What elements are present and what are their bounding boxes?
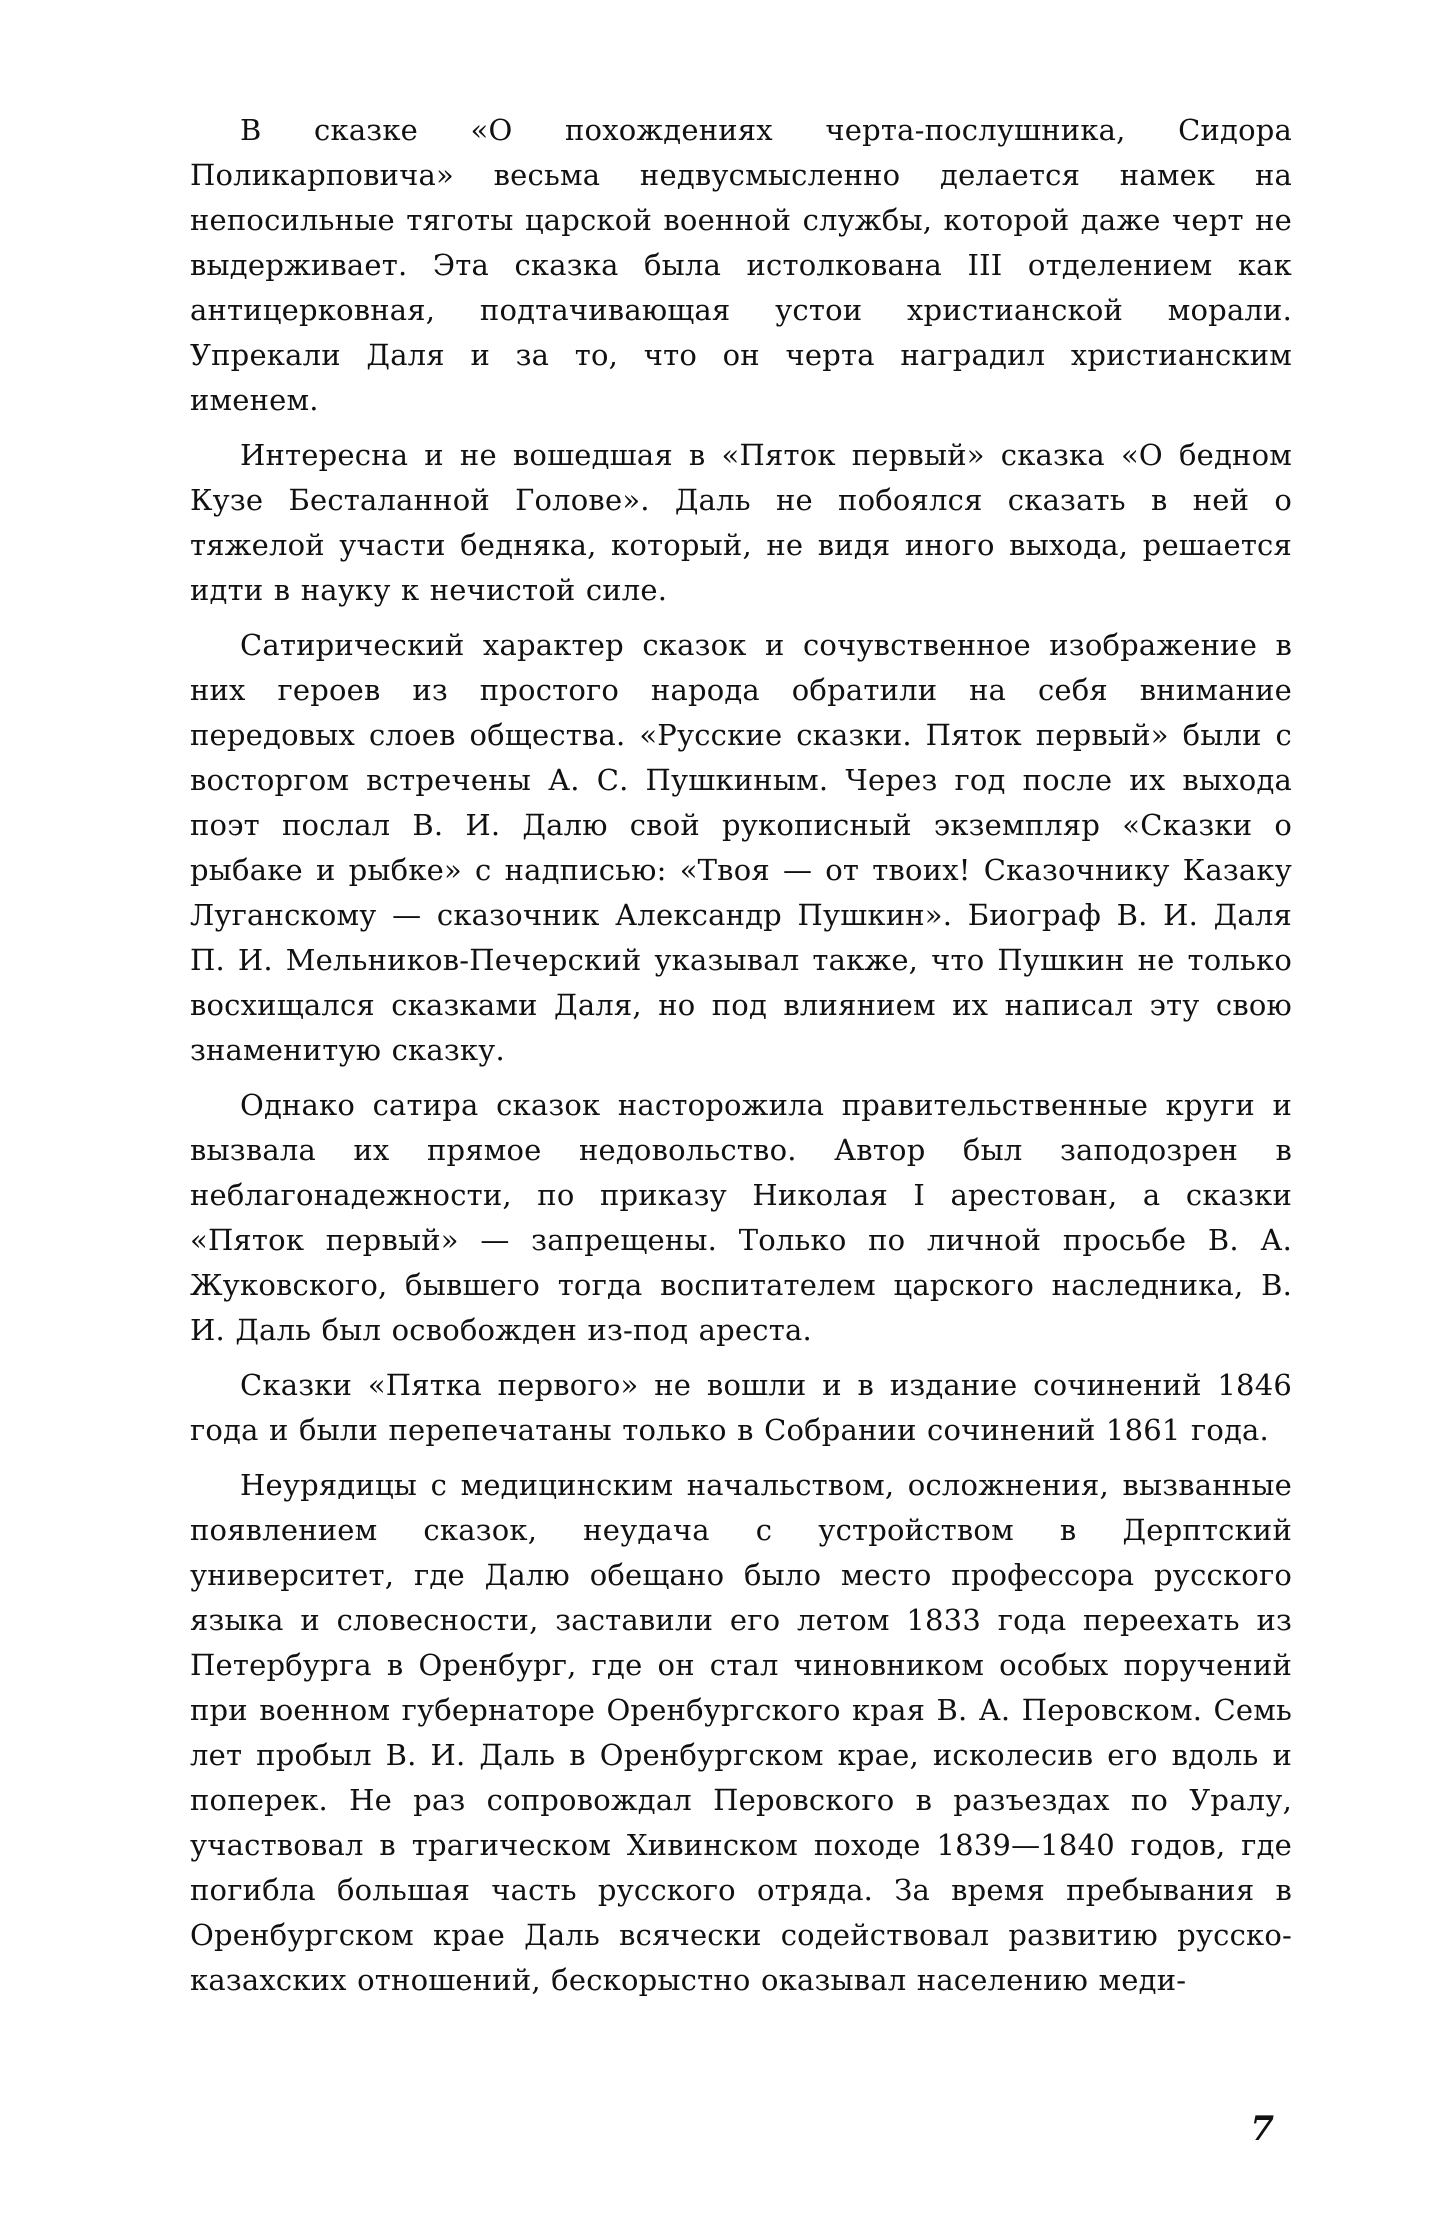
paragraph-3: Сатирический характер сказок и сочувственное изображение в них героев из простого народа обратили на себя внимание передовых слоев общества. «Русские сказки. Пяток первый» были с восторгом встречены А. С. Пушкиным. Через год после их выхода поэт послал В. И. Далю свой рукописный экземпляр «Сказки о рыбаке и рыбке» с надписью: «Твоя — от твоих! Сказочнику Казаку Луганскому — сказочник Александр Пушкин». Биограф В. И. Даля П. И. Мельников-Печерский указывал также, что Пушкин не только восхищался сказками Даля, но под влиянием их написал эту свою знаменитую сказку. <box>190 628 1292 1067</box>
paragraph-1: В сказке «О похождениях черта-послушника, Сидора Поликарповича» весьма недвусмысленно делается намек на непосильные тяготы царской военной службы, которой даже черт не выдерживает. Эта сказка была истолкована III отделением как антицерковная, подтачивающая устои христианской морали. Упрекали Даля и за то, что он черта наградил христианским именем. <box>190 113 1292 417</box>
paragraph-6: Неурядицы с медицинским начальством, осложнения, вызванные появлением сказок, неудача с устройством в Дерптский университет, где Далю обещано было место профессора русского языка и словесности, заставили его летом 1833 года переехать из Петербурга в Оренбург, где он стал чиновником особых поручений при военном губернаторе Оренбургского края В. А. Перовском. Семь лет пробыл В. И. Даль в Оренбургском крае, исколесив его вдоль и поперек. Не раз сопровождал Перовского в разъездах по Уралу, участвовал в трагическом Хивинском походе 1839—1840 годов, где погибла большая часть русского отряда. За время пребывания в Оренбургском крае Даль всячески содействовал развитию русско-казахских отношений, бескорыстно оказывал населению меди- <box>190 1468 1292 1997</box>
paragraph-5: Сказки «Пятка первого» не вошли и в издание сочинений 1846 года и были перепечатаны только в Собрании сочинений 1861 года. <box>190 1368 1292 1447</box>
page-number: 7 <box>1250 2109 1274 2149</box>
paragraph-4: Однако сатира сказок насторожила правительственные круги и вызвала их прямое недовольство. Автор был заподозрен в неблагонадежности, по приказу Николая I арестован, а сказки «Пяток первый» — запрещены. Только по личной просьбе В. А. Жуковского, бывшего тогда воспитателем царского наследника, В. И. Даль был освобожден из-под ареста. <box>190 1088 1292 1347</box>
paragraph-2: Интересна и не вошедшая в «Пяток первый» сказка «О бедном Кузе Бесталанной Голове». Даль не побоялся сказать в ней о тяжелой участи бедняка, который, не видя иного выхода, решается идти в науку к нечистой силе. <box>190 438 1292 607</box>
page-body <box>190 108 1292 2013</box>
